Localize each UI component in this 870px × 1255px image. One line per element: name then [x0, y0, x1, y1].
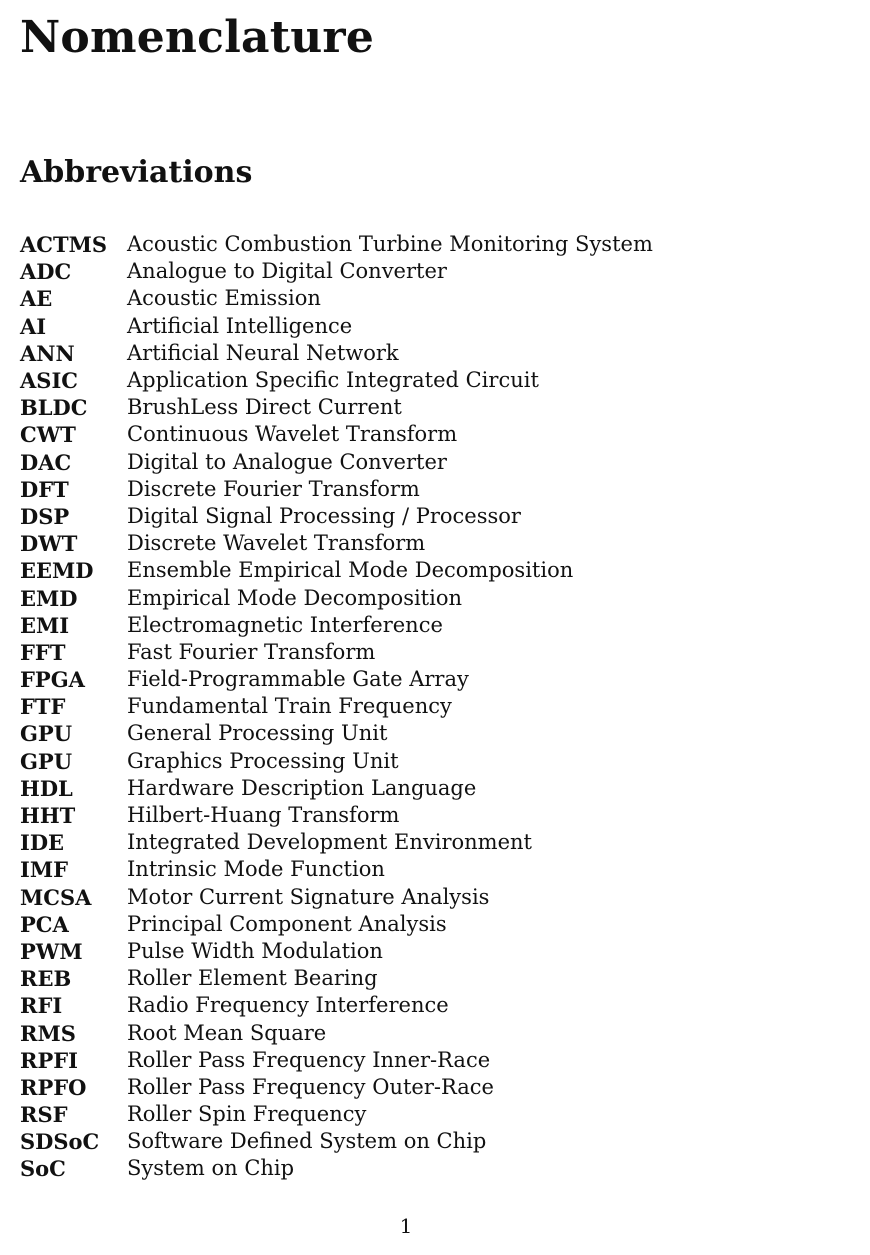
abbreviation-definition: Software Defined System on Chip [127, 1129, 487, 1154]
abbreviation-term: DAC [20, 449, 72, 475]
abbreviation-definition: Intrinsic Mode Function [127, 857, 385, 882]
abbreviation-entry [20, 775, 850, 802]
abbreviation-definition: Digital Signal Processing / Processor [127, 503, 521, 528]
abbreviation-entry [20, 367, 850, 394]
abbreviation-term: PWM [20, 938, 83, 964]
abbreviation-entry [20, 503, 850, 530]
abbreviation-term: EMI [20, 612, 70, 638]
abbreviation-definition: Field-Programmable Gate Array [127, 667, 469, 692]
abbreviation-entry [20, 938, 850, 965]
abbreviation-term: SDSoC [20, 1129, 100, 1155]
abbreviation-definition: Acoustic Combustion Turbine Monitoring System [127, 232, 653, 257]
abbreviation-entry [20, 285, 850, 312]
abbreviation-definition: Artificial Neural Network [127, 340, 399, 365]
abbreviation-term: EEMD [20, 558, 94, 584]
abbreviation-definition: Fundamental Train Frequency [127, 694, 452, 719]
abbreviation-entry [20, 449, 850, 476]
abbreviation-definition: Roller Spin Frequency [127, 1102, 367, 1127]
abbreviation-entry [20, 829, 850, 856]
abbreviation-definition: Artificial Intelligence [127, 313, 353, 338]
abbreviation-entry [20, 992, 850, 1019]
abbreviation-term: ANN [20, 340, 75, 366]
abbreviation-term: DWT [20, 531, 78, 557]
abbreviation-entry [20, 666, 850, 693]
abbreviation-term: FTF [20, 694, 66, 720]
abbreviation-entry [20, 313, 850, 340]
abbreviation-definition: Roller Pass Frequency Inner-Race [127, 1047, 491, 1072]
abbreviation-definition: Discrete Wavelet Transform [127, 531, 426, 556]
abbreviation-term: RMS [20, 1020, 76, 1046]
abbreviation-entry [20, 340, 850, 367]
abbreviation-term: BLDC [20, 395, 88, 421]
abbreviation-definition: Digital to Analogue Converter [127, 449, 447, 474]
abbreviation-entry [20, 530, 850, 557]
abbreviation-entry [20, 421, 850, 448]
abbreviation-entry [20, 612, 850, 639]
abbreviation-term: IMF [20, 857, 68, 883]
abbreviation-term: CWT [20, 422, 76, 448]
abbreviation-term: EMD [20, 585, 78, 611]
abbreviation-definition: Integrated Development Environment [127, 830, 532, 855]
abbreviation-definition: Empirical Mode Decomposition [127, 585, 463, 610]
abbreviation-term: AI [20, 313, 47, 339]
abbreviation-entry [20, 1155, 850, 1182]
abbreviation-definition: Roller Element Bearing [127, 966, 378, 991]
abbreviation-term: SoC [20, 1156, 66, 1182]
abbreviation-definition: Principal Component Analysis [127, 911, 447, 936]
abbreviation-term: HHT [20, 803, 76, 829]
abbreviation-definition: Hilbert-Huang Transform [127, 803, 400, 828]
abbreviation-entry [20, 1074, 850, 1101]
abbreviation-entry [20, 1047, 850, 1074]
abbreviation-term: FPGA [20, 667, 85, 693]
abbreviation-term: ACTMS [20, 232, 108, 258]
abbreviation-term: AE [20, 286, 53, 312]
abbreviation-entry [20, 1128, 850, 1155]
abbreviation-definition: General Processing Unit [127, 721, 388, 746]
abbreviation-term: IDE [20, 830, 65, 856]
abbreviation-entry [20, 1101, 850, 1128]
abbreviation-term: REB [20, 966, 72, 992]
abbreviation-definition: Continuous Wavelet Transform [127, 422, 458, 447]
abbreviation-term: DFT [20, 476, 69, 502]
abbreviation-definition: Fast Fourier Transform [127, 639, 376, 664]
abbreviation-entry [20, 884, 850, 911]
abbreviation-definition: Hardware Description Language [127, 775, 477, 800]
abbreviation-definition: Pulse Width Modulation [127, 938, 383, 963]
abbreviation-term: HDL [20, 775, 73, 801]
abbreviation-term: DSP [20, 503, 70, 529]
abbreviation-term: GPU [20, 721, 73, 747]
abbreviation-definition: Analogue to Digital Converter [127, 259, 447, 284]
abbreviation-definition: Graphics Processing Unit [127, 748, 399, 773]
abbreviation-entry [20, 394, 850, 421]
abbreviation-entry [20, 720, 850, 747]
abbreviation-definition: Application Specific Integrated Circuit [127, 368, 539, 393]
abbreviation-definition: Root Mean Square [127, 1020, 327, 1045]
abbreviation-entry [20, 258, 850, 285]
abbreviation-term: MCSA [20, 884, 92, 910]
abbreviation-term: PCA [20, 911, 69, 937]
abbreviation-definition: System on Chip [127, 1156, 295, 1181]
abbreviation-term: RFI [20, 993, 63, 1019]
abbreviation-entry [20, 802, 850, 829]
abbreviation-entry [20, 693, 850, 720]
abbreviation-entry [20, 231, 850, 258]
section-title-abbreviations: Abbreviations [20, 155, 253, 190]
abbreviation-term: RPFI [20, 1047, 78, 1073]
page-number: 1 [399, 1214, 413, 1238]
abbreviation-definition: Motor Current Signature Analysis [127, 884, 490, 909]
abbreviation-entry [20, 476, 850, 503]
abbreviation-term: ASIC [20, 368, 78, 394]
abbreviation-definition: Roller Pass Frequency Outer-Race [127, 1074, 494, 1099]
abbreviation-list [20, 231, 850, 1183]
abbreviation-definition: BrushLess Direct Current [127, 395, 402, 420]
abbreviation-entry [20, 557, 850, 584]
abbreviation-entry [20, 639, 850, 666]
abbreviation-entry [20, 965, 850, 992]
abbreviation-entry [20, 1019, 850, 1046]
abbreviation-term: ADC [20, 259, 72, 285]
abbreviation-entry [20, 911, 850, 938]
abbreviation-term: GPU [20, 748, 73, 774]
abbreviation-definition: Ensemble Empirical Mode Decomposition [127, 558, 574, 583]
abbreviation-definition: Discrete Fourier Transform [127, 476, 420, 501]
abbreviation-entry [20, 856, 850, 883]
chapter-title: Nomenclature [20, 12, 375, 63]
abbreviation-term: RSF [20, 1102, 68, 1128]
abbreviation-entry [20, 748, 850, 775]
abbreviation-definition: Radio Frequency Interference [127, 993, 449, 1018]
abbreviation-definition: Acoustic Emission [127, 286, 321, 311]
abbreviation-term: FFT [20, 639, 66, 665]
abbreviation-term: RPFO [20, 1074, 87, 1100]
abbreviation-definition: Electromagnetic Interference [127, 612, 443, 637]
abbreviation-entry [20, 584, 850, 611]
